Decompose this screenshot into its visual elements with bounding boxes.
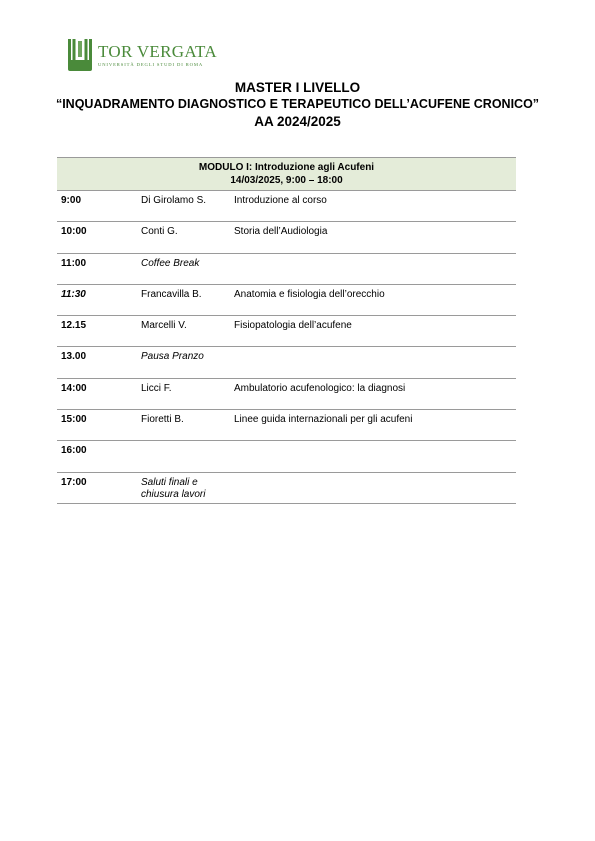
speaker-cell: Francavilla B. (137, 284, 230, 315)
schedule-table (57, 157, 516, 504)
table-row (57, 441, 516, 472)
time-cell: 11:00 (57, 253, 137, 284)
table-row (57, 284, 516, 315)
time-cell: 11:30 (57, 284, 137, 315)
time-cell: 17:00 (57, 472, 137, 503)
logo-subtitle: UNIVERSITÀ DEGLI STUDI DI ROMA (98, 61, 204, 67)
topic-cell: Ambulatorio acufenologico: la diagnosi (230, 378, 516, 409)
module-header-row (57, 158, 516, 191)
time-cell: 10:00 (57, 222, 137, 253)
module-date: 14/03/2025, 9:00 – 18:00 (230, 174, 343, 186)
table-row (57, 191, 516, 222)
logo-name: TOR VERGATA (98, 41, 217, 61)
time-cell: 14:00 (57, 378, 137, 409)
table-row (57, 410, 516, 441)
speaker-cell: Marcelli V. (137, 316, 230, 347)
table-row (57, 222, 516, 253)
table-row (57, 253, 516, 284)
topic-cell: Fisiopatologia dell’acufene (230, 316, 516, 347)
table-row (57, 347, 516, 378)
speaker-cell: Licci F. (137, 378, 230, 409)
header-line-2: “INQUADRAMENTO DIAGNOSTICO E TERAPEUTICO DELL’ACUFENE CRONICO” (55, 97, 540, 111)
document-header (0, 79, 595, 130)
time-cell: 15:00 (57, 410, 137, 441)
topic-cell (230, 472, 516, 503)
topic-cell: Introduzione al corso (230, 191, 516, 222)
time-cell: 9:00 (57, 191, 137, 222)
tor-vergata-emblem-icon (66, 38, 94, 72)
topic-cell: Linee guida internazionali per gli acufeni (230, 410, 516, 441)
topic-cell: Anatomia e fisiologia dell’orecchio (230, 284, 516, 315)
time-cell: 12.15 (57, 316, 137, 347)
table-row (57, 472, 516, 503)
time-cell: 16:00 (57, 441, 137, 472)
table-row (57, 316, 516, 347)
module-title: MODULO I: Introduzione agli Acufeni (198, 162, 375, 173)
module-header-cell (57, 158, 516, 191)
speaker-cell: Di Girolamo S. (137, 191, 230, 222)
university-logo (66, 38, 217, 72)
speaker-cell: Coffee Break (137, 253, 230, 284)
topic-cell (230, 347, 516, 378)
speaker-cell: Pausa Pranzo (137, 347, 230, 378)
header-line-1: MASTER I LIVELLO (234, 80, 361, 95)
time-cell: 13.00 (57, 347, 137, 378)
topic-cell (230, 253, 516, 284)
speaker-cell: Conti G. (137, 222, 230, 253)
speaker-cell (137, 441, 230, 472)
speaker-cell: Saluti finali e chiusura lavori (137, 472, 230, 503)
topic-cell (230, 441, 516, 472)
speaker-cell: Fioretti B. (137, 410, 230, 441)
header-line-3: AA 2024/2025 (254, 114, 341, 129)
table-row (57, 378, 516, 409)
topic-cell: Storia dell’Audiologia (230, 222, 516, 253)
